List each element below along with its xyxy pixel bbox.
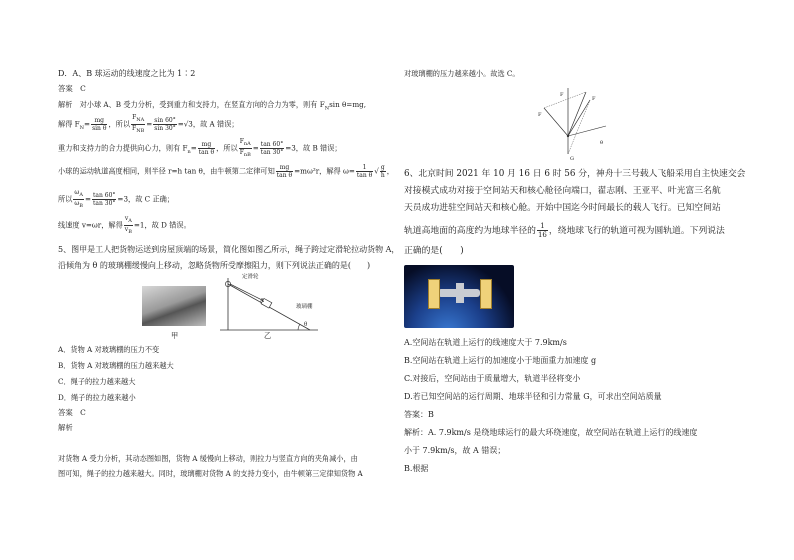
option-6-b: B.空间站在轨道上运行的加速度小于地面重力加速度 g [404, 356, 597, 365]
figure-label-theta: θ [304, 322, 308, 328]
explain-6-line-1: 解析：A. 7.9km/s 是绕地球运行的最大环绕速度，故空间站在轨道上运行的线速度 [404, 428, 698, 437]
figure-label-pulley: 定滑轮 [242, 274, 259, 280]
explain-6-line-3: B.根据 [404, 464, 429, 473]
force-label-3: F [538, 112, 542, 118]
question-6-line-4: 轨道高地面的高度约为地球半径的 $\frac{1}{16}$ ，绕地球飞行的轨道可视为圆轨道。下列说法 [404, 222, 725, 239]
explain-line-2: 图可知，绳子的拉力越来越大。同时，玻璃棚对货物 A 的支持力变小，由牛顿第三定律知货物 A [58, 469, 363, 478]
question-5-line-2: 沿倾角为 θ 的玻璃棚缓慢向上移动，忽略货物所受摩擦阻力，则下列说法正确的是( ) [58, 261, 371, 270]
space-station-photo [404, 265, 514, 328]
option-d-prev: D．A、B 球运动的线速度之比为 1∶2 [58, 69, 196, 78]
force-label-2: F [592, 96, 596, 102]
answer-prev: 答案 C [58, 84, 86, 93]
option-6-d: D.若已知空间站的运行周期、地球半径和引力常量 G，可求出空间站质量 [404, 392, 662, 401]
figure-label-glass: 玻璃棚 [296, 304, 313, 310]
question-6-line-2: 对接模式成功对接于空间站天和核心舱径向端口，翟志刚、王亚平、叶光富三名航 [404, 186, 721, 196]
question-5-line-1: 5、图甲是工人把货物运送到房屋顶端的场景，简化图如图乙所示，绳子跨过定滑轮拉动货物 A， [58, 245, 400, 254]
analysis-label: 解析 [58, 423, 73, 432]
analysis-line-5: 所以 $\frac{\omega_A}{\omega_B}$ = $\frac{\tan 60^\circ}{\tan 30^\circ}$ =3，故 C 正确； [58, 189, 175, 210]
explain-line-1: 对货物 A 受力分析，其动态图如图，货物 A 缓慢向上移动，则拉力与竖直方向的夹角减小，由 [58, 454, 358, 463]
continue-line: 对玻璃棚的压力越来越小。故选 C。 [404, 69, 520, 78]
analysis-line-6: 线速度 v=ωr，解得 $\frac{v_A}{v_B}$ =1，故 D 错误。 [58, 215, 191, 236]
option-b: B．货物 A 对玻璃棚的压力越来越大 [58, 361, 174, 370]
answer-6: 答案：B [404, 410, 434, 419]
force-diagram [534, 82, 610, 158]
figure-label-jia: 甲 [171, 331, 179, 340]
force-label-theta: θ [600, 140, 604, 146]
analysis-line-3: 重力和支持力的合力提供向心力，则有 $F_n=$ $\frac{mg}{\text{tan θ}}$ ，所以 $\frac{F_{nA}}{F_{nB}}$ = $\frac{\tan 60^\circ}{\tan 30^\circ}$ =3，故 B 错误； [58, 138, 342, 159]
option-6-c: C.对接后，空间站由于质量增大，轨道半径将变小 [404, 374, 581, 383]
option-c: C．绳子的拉力越来越大 [58, 377, 136, 386]
question-6-line-1: 6、北京时间 2021 年 10 月 16 日 6 时 56 分，神舟十三号载人飞船采用自主快速交会 [404, 169, 746, 179]
analysis-line-4: 小球的运动轨道高度相同，则半径 r=h tan θ，由牛顿第二定律可知 $\frac{mg}{\text{tan θ}}$ =mω²r，解得 ω= $\frac{1}{\text{tan θ}}$ √ $\frac{g}{h}$ ， [58, 164, 394, 179]
force-label-g: G [570, 156, 574, 162]
analysis-line-1: 解析 对小球 A、B 受力分析，受到重力和支持力，在竖直方向的合力为零，则有 $F_N\sin$ θ=mg, [58, 100, 367, 112]
question-6-line-3: 天员成功进驻空间站天和核心舱。开始中国迄今时间最长的载人飞行。已知空间站 [404, 203, 721, 213]
figure-label-a: A [260, 298, 264, 304]
option-a: A．货物 A 对玻璃棚的压力不变 [58, 345, 160, 354]
explain-6-line-2: 小于 7.9km/s，故 A 错误； [404, 446, 506, 455]
figure-photo-workers [142, 286, 206, 326]
question-6-line-5: 正确的是( ) [404, 246, 464, 256]
option-d: D．绳子的拉力越来越小 [58, 393, 136, 402]
force-label-1: F [560, 92, 564, 98]
answer-5: 答案 C [58, 408, 86, 417]
option-6-a: A.空间站在轨道上运行的线速度大于 7.9km/s [404, 338, 567, 347]
figure-label-yi: 乙 [264, 331, 272, 340]
analysis-line-2: 解得 $F_N=$ $\frac{mg}{\text{sin θ}}$ ，所以 $\frac{F_{NA}}{F_{NB}}$ = $\frac{\sin 60^\circ}{\sin 30^\circ}$ =√3，故 A 错误； [58, 114, 239, 135]
